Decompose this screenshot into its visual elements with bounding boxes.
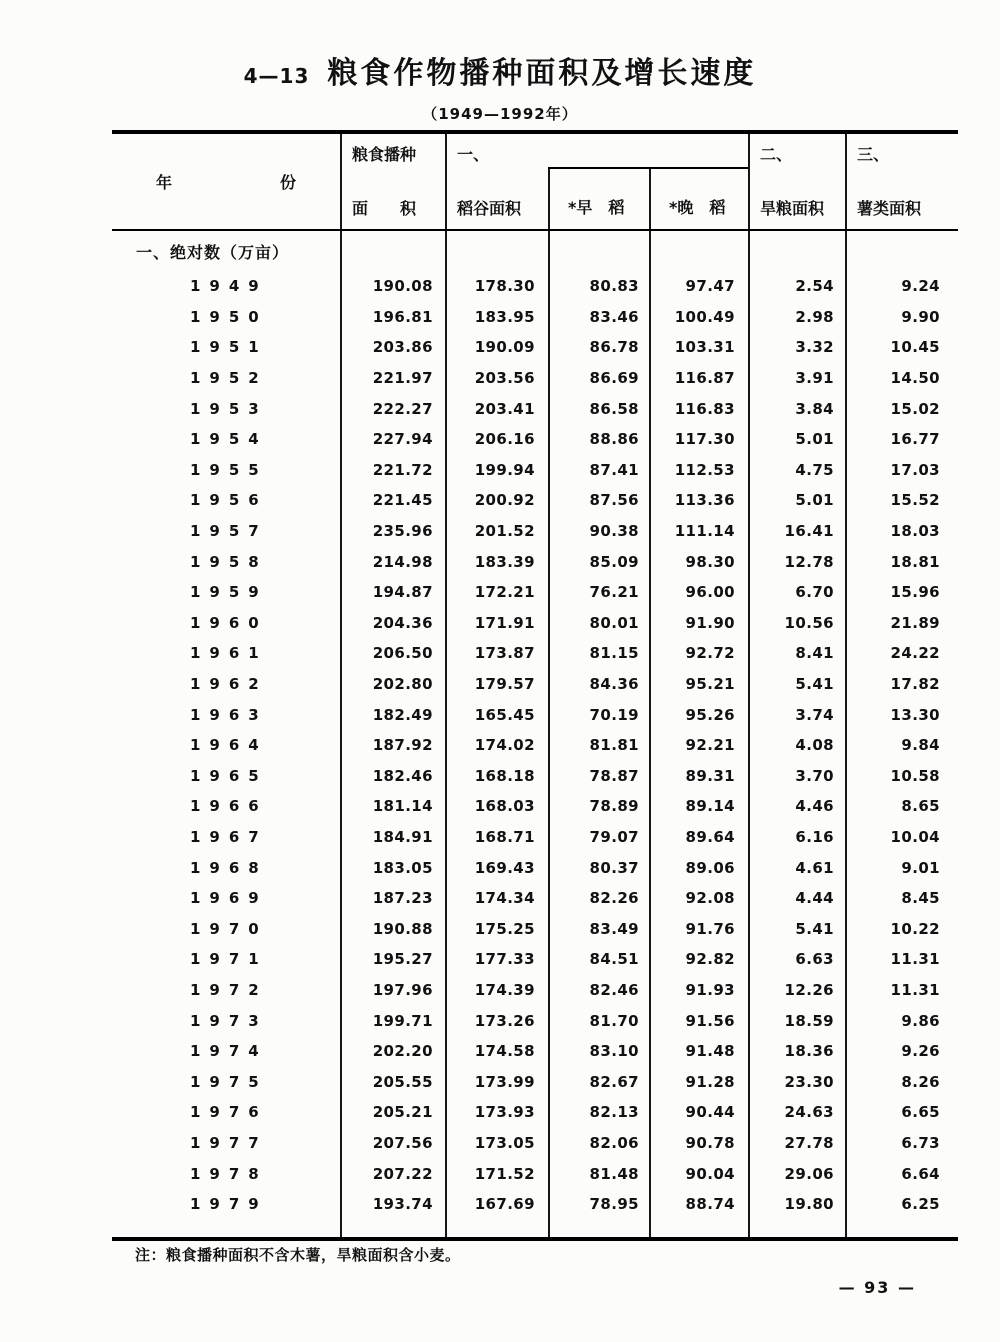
tuber-area-cell: 6.73 xyxy=(901,1133,940,1152)
grain-sown-area-cell: 206.50 xyxy=(372,644,433,663)
early-rice-cell: 81.70 xyxy=(589,1011,639,1030)
rice-area-cell: 201.52 xyxy=(474,522,535,541)
tuber-area-cell: 8.45 xyxy=(901,889,940,908)
table-row xyxy=(112,883,958,914)
year-cell: 1976 xyxy=(190,1103,268,1122)
grain-sown-area-cell: 187.92 xyxy=(372,736,433,755)
tuber-area-cell: 9.26 xyxy=(901,1042,940,1061)
late-rice-cell: 92.82 xyxy=(685,950,735,969)
dry-grain-area-cell: 2.54 xyxy=(795,277,834,296)
table-row xyxy=(112,1066,958,1097)
dry-grain-area-cell: 12.78 xyxy=(784,552,834,571)
early-rice-cell: 83.10 xyxy=(589,1042,639,1061)
late-rice-cell: 89.06 xyxy=(685,858,735,877)
late-rice-cell: 98.30 xyxy=(685,552,735,571)
early-rice-cell: 83.49 xyxy=(589,919,639,938)
dry-grain-area-cell: 4.44 xyxy=(795,889,834,908)
year-cell: 1973 xyxy=(190,1011,268,1030)
late-rice-cell: 116.83 xyxy=(674,399,735,418)
rice-area-cell: 168.18 xyxy=(474,766,535,785)
dry-grain-area-cell: 23.30 xyxy=(784,1072,834,1091)
early-rice-cell: 86.69 xyxy=(589,369,639,388)
page-subtitle: （1949—1992年） xyxy=(422,105,578,123)
early-rice-cell: 76.21 xyxy=(589,583,639,602)
grain-sown-area-cell: 221.97 xyxy=(372,369,433,388)
year-cell: 1958 xyxy=(190,552,268,571)
grain-sown-area-cell: 183.05 xyxy=(372,858,433,877)
table-row xyxy=(112,791,958,822)
year-cell: 1970 xyxy=(190,919,268,938)
tuber-area-cell: 6.64 xyxy=(901,1164,940,1183)
dry-grain-area-cell: 3.91 xyxy=(795,369,834,388)
table-body xyxy=(112,231,958,1241)
year-cell: 1978 xyxy=(190,1164,268,1183)
grain-sown-area-cell: 187.23 xyxy=(372,889,433,908)
grain-sown-area-cell: 202.80 xyxy=(372,675,433,694)
page-title: 粮食作物播种面积及增长速度 xyxy=(327,56,757,91)
late-rice-cell: 113.36 xyxy=(674,491,735,510)
year-cell: 1957 xyxy=(190,522,268,541)
late-rice-cell: 91.28 xyxy=(685,1072,735,1091)
tuber-area-cell: 6.65 xyxy=(901,1103,940,1122)
header-year-char: 份 xyxy=(279,173,296,192)
dry-grain-area-cell: 3.74 xyxy=(795,705,834,724)
table-row xyxy=(112,1158,958,1189)
header-rule xyxy=(340,134,342,229)
grain-sown-area-cell: 204.36 xyxy=(372,613,433,632)
dry-grain-area-cell: 16.41 xyxy=(784,522,834,541)
rice-area-cell: 171.52 xyxy=(474,1164,535,1183)
table-row xyxy=(112,363,958,394)
table-row xyxy=(112,393,958,424)
tuber-area-cell: 9.24 xyxy=(901,277,940,296)
late-rice-cell: 92.21 xyxy=(685,736,735,755)
tuber-area-cell: 8.26 xyxy=(901,1072,940,1091)
late-rice-cell: 96.00 xyxy=(685,583,735,602)
tuber-area-cell: 18.03 xyxy=(890,522,940,541)
rice-area-cell: 183.39 xyxy=(474,552,535,571)
dry-grain-area-cell: 6.16 xyxy=(795,827,834,846)
year-cell: 1962 xyxy=(190,675,268,694)
year-cell: 1953 xyxy=(190,399,268,418)
table-row xyxy=(112,1189,958,1220)
late-rice-cell: 95.21 xyxy=(685,675,735,694)
table-row xyxy=(112,546,958,577)
year-cell: 1955 xyxy=(190,460,268,479)
rice-area-cell: 165.45 xyxy=(474,705,535,724)
rice-area-cell: 178.30 xyxy=(474,277,535,296)
table-row xyxy=(112,608,958,639)
table-row xyxy=(112,516,958,547)
tuber-area-cell: 9.84 xyxy=(901,736,940,755)
late-rice-cell: 91.90 xyxy=(685,613,735,632)
header-dry-grain-area: 二、 旱粮面积 xyxy=(760,145,825,218)
rice-area-cell: 173.99 xyxy=(474,1072,535,1091)
dry-grain-area-cell: 18.36 xyxy=(784,1042,834,1061)
dry-grain-area-cell: 5.41 xyxy=(795,675,834,694)
early-rice-cell: 80.83 xyxy=(589,277,639,296)
late-rice-cell: 111.14 xyxy=(674,522,735,541)
early-rice-cell: 82.67 xyxy=(589,1072,639,1091)
early-rice-cell: 78.87 xyxy=(589,766,639,785)
tuber-area-cell: 17.82 xyxy=(890,675,940,694)
table-body-rows xyxy=(112,271,958,1219)
late-rice-cell: 91.56 xyxy=(685,1011,735,1030)
year-cell: 1963 xyxy=(190,705,268,724)
subcolumn-bracket-line xyxy=(548,167,748,169)
tuber-area-cell: 17.03 xyxy=(890,460,940,479)
grain-sown-area-cell: 190.08 xyxy=(372,277,433,296)
late-rice-cell: 117.30 xyxy=(674,430,735,449)
rice-area-cell: 175.25 xyxy=(474,919,535,938)
table-number: 4—13 xyxy=(243,64,310,88)
year-cell: 1949 xyxy=(190,277,268,296)
header-tuber-area: 三、 薯类面积 xyxy=(857,145,922,218)
early-rice-cell: 81.15 xyxy=(589,644,639,663)
dry-grain-area-cell: 5.41 xyxy=(795,919,834,938)
late-rice-cell: 89.64 xyxy=(685,827,735,846)
year-cell: 1952 xyxy=(190,369,268,388)
table-row xyxy=(112,271,958,302)
dry-grain-area-cell: 3.32 xyxy=(795,338,834,357)
grain-sown-area-cell: 199.71 xyxy=(372,1011,433,1030)
grain-sown-area-cell: 202.20 xyxy=(372,1042,433,1061)
rice-area-cell: 179.57 xyxy=(474,675,535,694)
footnote: 注：粮食播种面积不含木薯，旱粮面积含小麦。 xyxy=(135,1246,461,1264)
dry-grain-area-cell: 4.46 xyxy=(795,797,834,816)
early-rice-cell: 83.46 xyxy=(589,307,639,326)
rice-area-cell: 177.33 xyxy=(474,950,535,969)
tuber-area-cell: 11.31 xyxy=(890,950,940,969)
grain-sown-area-cell: 182.46 xyxy=(372,766,433,785)
rice-area-cell: 200.92 xyxy=(474,491,535,510)
dry-grain-area-cell: 6.63 xyxy=(795,950,834,969)
header-rule xyxy=(845,134,847,229)
dry-grain-area-cell: 4.61 xyxy=(795,858,834,877)
rice-area-cell: 183.95 xyxy=(474,307,535,326)
year-cell: 1954 xyxy=(190,430,268,449)
early-rice-cell: 79.07 xyxy=(589,827,639,846)
tuber-area-cell: 15.52 xyxy=(890,491,940,510)
section-heading: 一、绝对数（万亩） xyxy=(136,242,290,262)
tuber-area-cell: 9.86 xyxy=(901,1011,940,1030)
grain-sown-area-cell: 195.27 xyxy=(372,950,433,969)
grain-sown-area-cell: 196.81 xyxy=(372,307,433,326)
early-rice-cell: 78.89 xyxy=(589,797,639,816)
year-cell: 1961 xyxy=(190,644,268,663)
year-cell: 1975 xyxy=(190,1072,268,1091)
dry-grain-area-cell: 4.08 xyxy=(795,736,834,755)
data-table xyxy=(112,130,958,1241)
early-rice-cell: 86.58 xyxy=(589,399,639,418)
year-cell: 1969 xyxy=(190,889,268,908)
dry-grain-area-cell: 5.01 xyxy=(795,491,834,510)
table-row xyxy=(112,944,958,975)
grain-sown-area-cell: 221.72 xyxy=(372,460,433,479)
table-row xyxy=(112,424,958,455)
early-rice-cell: 88.86 xyxy=(589,430,639,449)
table-row xyxy=(112,1097,958,1128)
grain-sown-area-cell: 184.91 xyxy=(372,827,433,846)
rice-area-cell: 203.41 xyxy=(474,399,535,418)
dry-grain-area-cell: 24.63 xyxy=(784,1103,834,1122)
grain-sown-area-cell: 190.88 xyxy=(372,919,433,938)
rice-area-cell: 169.43 xyxy=(474,858,535,877)
table-header xyxy=(112,130,958,231)
tuber-area-cell: 11.31 xyxy=(890,980,940,999)
table-row xyxy=(112,669,958,700)
header-rule xyxy=(548,167,550,229)
late-rice-cell: 90.78 xyxy=(685,1133,735,1152)
header-early-rice: *早 稻 xyxy=(568,198,625,217)
year-cell: 1974 xyxy=(190,1042,268,1061)
tuber-area-cell: 10.45 xyxy=(890,338,940,357)
dry-grain-area-cell: 6.70 xyxy=(795,583,834,602)
dry-grain-area-cell: 27.78 xyxy=(784,1133,834,1152)
early-rice-cell: 82.46 xyxy=(589,980,639,999)
table-row xyxy=(112,1036,958,1067)
late-rice-cell: 89.14 xyxy=(685,797,735,816)
early-rice-cell: 80.01 xyxy=(589,613,639,632)
early-rice-cell: 81.48 xyxy=(589,1164,639,1183)
late-rice-cell: 92.08 xyxy=(685,889,735,908)
page-number: — 93 — xyxy=(838,1278,916,1297)
tuber-area-cell: 15.96 xyxy=(890,583,940,602)
tuber-area-cell: 16.77 xyxy=(890,430,940,449)
rice-area-cell: 173.26 xyxy=(474,1011,535,1030)
dry-grain-area-cell: 18.59 xyxy=(784,1011,834,1030)
early-rice-cell: 82.06 xyxy=(589,1133,639,1152)
late-rice-cell: 112.53 xyxy=(674,460,735,479)
year-cell: 1977 xyxy=(190,1133,268,1152)
late-rice-cell: 88.74 xyxy=(685,1195,735,1214)
dry-grain-area-cell: 5.01 xyxy=(795,430,834,449)
late-rice-cell: 90.04 xyxy=(685,1164,735,1183)
late-rice-cell: 89.31 xyxy=(685,766,735,785)
early-rice-cell: 90.38 xyxy=(589,522,639,541)
year-cell: 1972 xyxy=(190,980,268,999)
year-cell: 1979 xyxy=(190,1195,268,1214)
late-rice-cell: 92.72 xyxy=(685,644,735,663)
dry-grain-area-cell: 3.84 xyxy=(795,399,834,418)
late-rice-cell: 95.26 xyxy=(685,705,735,724)
grain-sown-area-cell: 203.86 xyxy=(372,338,433,357)
rice-area-cell: 203.56 xyxy=(474,369,535,388)
late-rice-cell: 91.48 xyxy=(685,1042,735,1061)
tuber-area-cell: 10.22 xyxy=(890,919,940,938)
grain-sown-area-cell: 194.87 xyxy=(372,583,433,602)
dry-grain-area-cell: 29.06 xyxy=(784,1164,834,1183)
late-rice-cell: 97.47 xyxy=(685,277,735,296)
year-cell: 1959 xyxy=(190,583,268,602)
rice-area-cell: 173.05 xyxy=(474,1133,535,1152)
header-year xyxy=(112,134,340,229)
year-cell: 1966 xyxy=(190,797,268,816)
header-rule xyxy=(445,134,447,229)
rice-area-cell: 206.16 xyxy=(474,430,535,449)
late-rice-cell: 91.76 xyxy=(685,919,735,938)
grain-sown-area-cell: 207.22 xyxy=(372,1164,433,1183)
year-cell: 1956 xyxy=(190,491,268,510)
table-row xyxy=(112,1005,958,1036)
early-rice-cell: 86.78 xyxy=(589,338,639,357)
rice-area-cell: 168.71 xyxy=(474,827,535,846)
early-rice-cell: 78.95 xyxy=(589,1195,639,1214)
late-rice-cell: 116.87 xyxy=(674,369,735,388)
rice-area-cell: 172.21 xyxy=(474,583,535,602)
grain-sown-area-cell: 193.74 xyxy=(372,1195,433,1214)
dry-grain-area-cell: 12.26 xyxy=(784,980,834,999)
table-row xyxy=(112,975,958,1006)
rice-area-cell: 190.09 xyxy=(474,338,535,357)
year-cell: 1971 xyxy=(190,950,268,969)
late-rice-cell: 90.44 xyxy=(685,1103,735,1122)
tuber-area-cell: 9.01 xyxy=(901,858,940,877)
early-rice-cell: 84.51 xyxy=(589,950,639,969)
tuber-area-cell: 9.90 xyxy=(901,307,940,326)
rice-area-cell: 168.03 xyxy=(474,797,535,816)
table-row xyxy=(112,455,958,486)
header-late-rice: *晚 稻 xyxy=(669,198,726,217)
year-cell: 1965 xyxy=(190,766,268,785)
rice-area-cell: 174.34 xyxy=(474,889,535,908)
grain-sown-area-cell: 197.96 xyxy=(372,980,433,999)
tuber-area-cell: 10.04 xyxy=(890,827,940,846)
grain-sown-area-cell: 205.21 xyxy=(372,1103,433,1122)
rice-area-cell: 171.91 xyxy=(474,613,535,632)
rice-area-cell: 173.93 xyxy=(474,1103,535,1122)
early-rice-cell: 85.09 xyxy=(589,552,639,571)
rice-area-cell: 174.39 xyxy=(474,980,535,999)
table-row xyxy=(112,638,958,669)
table-row xyxy=(112,302,958,333)
grain-sown-area-cell: 222.27 xyxy=(372,399,433,418)
table-row xyxy=(112,485,958,516)
table-row xyxy=(112,730,958,761)
early-rice-cell: 87.56 xyxy=(589,491,639,510)
table-row xyxy=(112,852,958,883)
year-cell: 1964 xyxy=(190,736,268,755)
year-cell: 1951 xyxy=(190,338,268,357)
year-cell: 1950 xyxy=(190,307,268,326)
tuber-area-cell: 24.22 xyxy=(890,644,940,663)
tuber-area-cell: 13.30 xyxy=(890,705,940,724)
rice-area-cell: 199.94 xyxy=(474,460,535,479)
tuber-area-cell: 15.02 xyxy=(890,399,940,418)
rice-area-cell: 173.87 xyxy=(474,644,535,663)
header-rice-area: 一、 稻谷面积 xyxy=(457,145,522,218)
grain-sown-area-cell: 182.49 xyxy=(372,705,433,724)
grain-sown-area-cell: 205.55 xyxy=(372,1072,433,1091)
grain-sown-area-cell: 214.98 xyxy=(372,552,433,571)
rice-area-cell: 174.58 xyxy=(474,1042,535,1061)
tuber-area-cell: 18.81 xyxy=(890,552,940,571)
header-year-char: 年 xyxy=(156,173,173,192)
dry-grain-area-cell: 2.98 xyxy=(795,307,834,326)
rice-area-cell: 174.02 xyxy=(474,736,535,755)
tuber-area-cell: 10.58 xyxy=(890,766,940,785)
year-cell: 1967 xyxy=(190,827,268,846)
early-rice-cell: 82.26 xyxy=(589,889,639,908)
dry-grain-area-cell: 19.80 xyxy=(784,1195,834,1214)
dry-grain-area-cell: 4.75 xyxy=(795,460,834,479)
dry-grain-area-cell: 8.41 xyxy=(795,644,834,663)
early-rice-cell: 82.13 xyxy=(589,1103,639,1122)
table-row xyxy=(112,822,958,853)
title-block xyxy=(0,48,1000,92)
early-rice-cell: 80.37 xyxy=(589,858,639,877)
header-rule xyxy=(649,167,651,229)
year-cell: 1968 xyxy=(190,858,268,877)
early-rice-cell: 81.81 xyxy=(589,736,639,755)
grain-sown-area-cell: 181.14 xyxy=(372,797,433,816)
rice-area-cell: 167.69 xyxy=(474,1195,535,1214)
late-rice-cell: 91.93 xyxy=(685,980,735,999)
early-rice-cell: 87.41 xyxy=(589,460,639,479)
table-row xyxy=(112,913,958,944)
late-rice-cell: 100.49 xyxy=(674,307,735,326)
grain-sown-area-cell: 221.45 xyxy=(372,491,433,510)
table-row xyxy=(112,332,958,363)
table-row xyxy=(112,699,958,730)
dry-grain-area-cell: 10.56 xyxy=(784,613,834,632)
header-rule xyxy=(748,134,750,229)
year-cell: 1960 xyxy=(190,613,268,632)
grain-sown-area-cell: 207.56 xyxy=(372,1133,433,1152)
header-grain-sown-area: 粮食播种 面 积 xyxy=(352,145,417,218)
tuber-area-cell: 6.25 xyxy=(901,1195,940,1214)
grain-sown-area-cell: 227.94 xyxy=(372,430,433,449)
table-row xyxy=(112,761,958,792)
late-rice-cell: 103.31 xyxy=(674,338,735,357)
tuber-area-cell: 21.89 xyxy=(890,613,940,632)
dry-grain-area-cell: 3.70 xyxy=(795,766,834,785)
grain-sown-area-cell: 235.96 xyxy=(372,522,433,541)
table-row xyxy=(112,1128,958,1159)
table-row xyxy=(112,577,958,608)
early-rice-cell: 70.19 xyxy=(589,705,639,724)
tuber-area-cell: 14.50 xyxy=(890,369,940,388)
early-rice-cell: 84.36 xyxy=(589,675,639,694)
tuber-area-cell: 8.65 xyxy=(901,797,940,816)
